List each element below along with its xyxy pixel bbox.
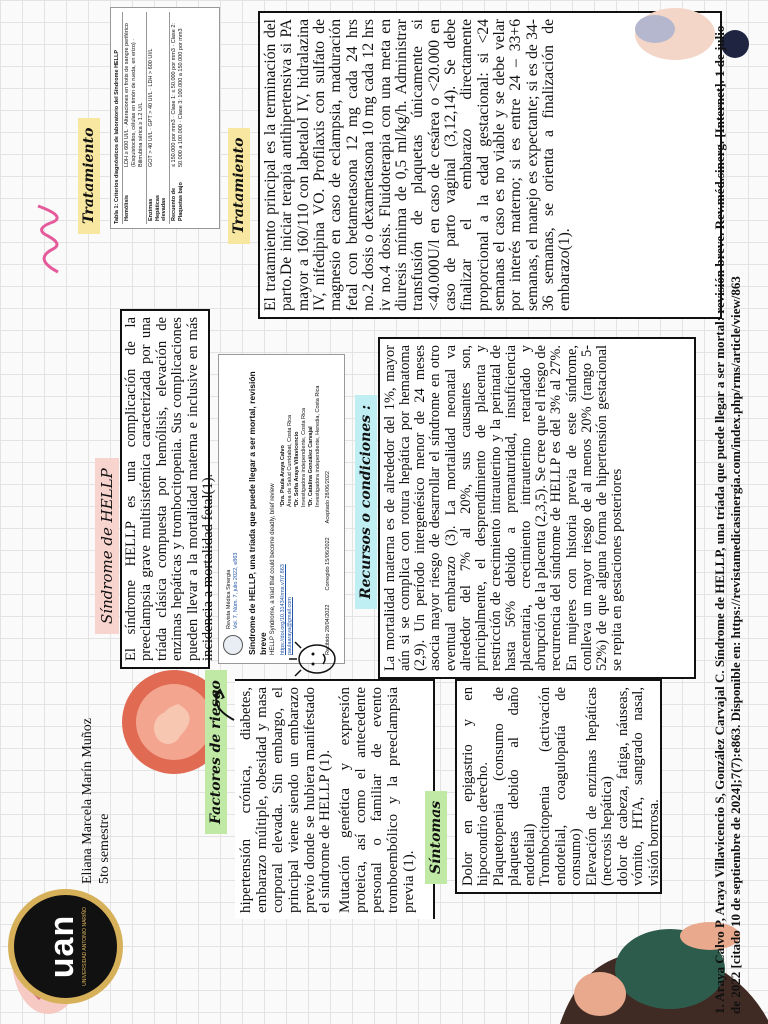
hellp-title: Síndrome de HELLP	[95, 458, 119, 634]
university-logo	[8, 889, 123, 1004]
sintomas-item: Elevación de enzimas hepáticas (necrosis hepática)	[583, 687, 616, 886]
tratamiento-title: Tratamiento	[228, 128, 250, 244]
factores-title: Factores de riesgo	[205, 670, 227, 834]
sintomas-item: Dolor en epigastrio y en hipocondrio derecho.	[460, 687, 492, 886]
article-affiliation-2: Investigadora independiente, Costa Rica	[300, 407, 307, 507]
article-email[interactable]: paulaaraya@gmail.com	[287, 597, 294, 655]
date-accepted: Aceptado 28/06/2022	[324, 471, 331, 524]
pink-swirl-icon	[28, 204, 68, 274]
journal-name: Revista Médica Sinergia	[226, 569, 233, 629]
article-author-1: ¹Dra. Paula Araya Calvo	[280, 445, 287, 507]
hellp-text: El síndrome HELLP es una complicación de la preeclampsia grave multisistémica caracterizada por una tríada clásica compuesta por hemólisis, elevación de enzimas hepáticas y trombocitopenia. Sus complicaciones pueden llevar a la mortalidad materna e inclusive en más incidencia a mortalidad fetal(1).	[123, 317, 217, 661]
recursos-title: Recursos o condiciones :	[355, 395, 377, 609]
article-header	[218, 354, 345, 664]
recursos-text: La mortalidad materna es de alrededor del 1%, mayor aún si se complica con rotura hepática por hematoma (2,9). Un período intergenésico menor de 24 meses asocia mayor riesgo de desarrollar el síndrome en otro eventual embarazo (3). La mortalidad neonatal va alrededor del 7% al 20%, sus causantes son, principalmente, el desprendimiento de placenta y restricción de crecimiento intrauterino y la perinatal de hasta 56% debido a prematuridad, insuficiencia placentaria, crecimiento intrauterino retardado y abrupción de la placenta (2,3,5). Se cree que el riesgo de recurrencia del síndrome de HELLP es del 3% al 27%. En mujeres con historia previa de este síndrome, conlleva un mayor riesgo de al menos 20% (rango 5-52%) de que alguna forma de hipertensión gestacional se repita en gestaciones posteriores	[382, 345, 625, 671]
sintomas-item: Plaquetopenia (consumo de plaquetas debido al daño endotelial)	[490, 687, 538, 886]
journal-volume: Vol. 7, Núm. 7, julio 2022, e863	[233, 552, 239, 629]
factores-text-2: Mutación genética y expresión proteica, así como el antecedente personal o familiar de evento tromboembólico y la preeclampsia previa (1).	[337, 687, 417, 913]
article-author-2: ²Dr. Sofía Araya Villavicencio	[294, 431, 300, 507]
sintomas-item: dolor de cabeza, fatiga, náuseas, vómito, HTA, sangrado nasal, visión borrosa.	[614, 687, 662, 886]
author-semester: 5to semestre	[96, 813, 112, 884]
sintomas-item: Trombocitopenia (activación endotelial, coagulopatía de consumo)	[537, 687, 585, 886]
date-corrected: Corregido 15/06/2022	[324, 537, 331, 591]
article-affiliation-1: Área de Salud Curridabat, Costa Rica	[287, 414, 294, 507]
table-row: Hemólisis LDH ≥ 600 UI/L · Alteraciones en frotis de sangre periférico (Esquistocitos, células en timón de rueda, en erizo) · Bilirrubina sérica ≥ 1.2 U/L	[123, 12, 147, 224]
author-block	[80, 604, 114, 884]
date-received: Recibido 28/04/2022	[324, 604, 331, 655]
face-doodle-icon	[285, 634, 345, 684]
article-title: Síndrome de HELLP, una tríada que puede llegar a ser mortal, revisión breve	[247, 371, 268, 655]
factores-box	[235, 679, 435, 919]
author-name: Eliana Marcela Marín Muñoz	[80, 718, 95, 884]
reference: 1. Araya Calvo P, Araya Villavicencio S, González Carvajal C. Síndrome de HELLP, una tríada que puede llegar a ser mortal: revisión breve. Rev.méd.sinerg. [Internet]. 1 de julio de 2022 [citado 10 de septiembre de 2024];7(7):e863. Disponible en: https://revistamedicasinergia.com/index.php/rms/article/view/863	[712, 25, 743, 1014]
article-subtitle: HELLP Syndrome, a triad that could become deadly, brief review	[270, 483, 277, 655]
logo-text: uan	[43, 914, 81, 979]
article-author-3: ³Dr. Catalina González Carvajal	[307, 426, 314, 507]
journal-logo-icon	[223, 635, 243, 655]
table-title: Tabla 1: Criterios diagnósticos de laboratorio del Síndrome HELLP	[114, 49, 120, 224]
recursos-box	[378, 337, 696, 679]
sintomas-box	[455, 679, 662, 894]
logo-subtitle: UNIVERSIDAD ANTONIO NARIÑO	[82, 907, 88, 986]
arrow-icon	[200, 684, 240, 724]
hellp-box	[120, 309, 217, 669]
sintomas-title: Síntomas	[425, 791, 447, 884]
table-row: Enzimas Hepáticas elevadas GOT > 40 UI/L · GPT > 40 UI/L · LDH > 600 UI/L	[146, 12, 170, 224]
tratamiento-text: El tratamiento principal es la terminación del parto.De iniciar terapia antihipertensiva si PA mayor a 160/110 con labetalol IV, hidralazina IV, nifedipina VO. Profilaxis con sulfato de magnesio en caso de eclampsia, maduración fetal con betametasona 12 mg cada 24 hrs no.2 dosis o dexametasona 10 mg cada 12 hrs iv no.4 dosis. Fluidoterapia con una meta en diuresis mínima de 0,5 ml/kg/h. Administrar transfusión de plaquetas únicamente si <40.000U/l en caso de cesárea o <20.000 en caso de parto vaginal (3,12,14). Se debe finalizar el embarazo directamente proporcional a la edad gestacional: si <24 semanas el caso es no viable y se debe velar por interés materno; si es entre 24 – 33+6 semanas, el manejo es expectante; si es de 34-36 semanas, se orienta a finalización de embarazo(1).	[262, 19, 574, 311]
table-row: Recuento de Plaquetas bajo ≤ 150.000 por mm3 · Clase 1: ≤ 50.000 por mm3 · Clase 2: 50.000 a 100.000 · Clase 3: 100.000 a 150.000 por mm3	[170, 12, 186, 224]
article-affiliation-3: Investigadora independiente, Heredia, Costa Rica	[314, 385, 321, 507]
tratamiento-label: Tratamiento	[78, 118, 100, 234]
diagnostic-table	[110, 7, 220, 229]
factores-text-1: hipertensión crónica, diabetes, embarazo múltiple, obesidad y masa corporal elevada. Sin embargo, el principal viene siendo un embarazo previo donde se hubiera manifestado el síndrome de HELLP (1).	[238, 687, 334, 913]
article-doi[interactable]: https://doi.org/10.31434/rms.v7i7.863	[280, 564, 287, 655]
